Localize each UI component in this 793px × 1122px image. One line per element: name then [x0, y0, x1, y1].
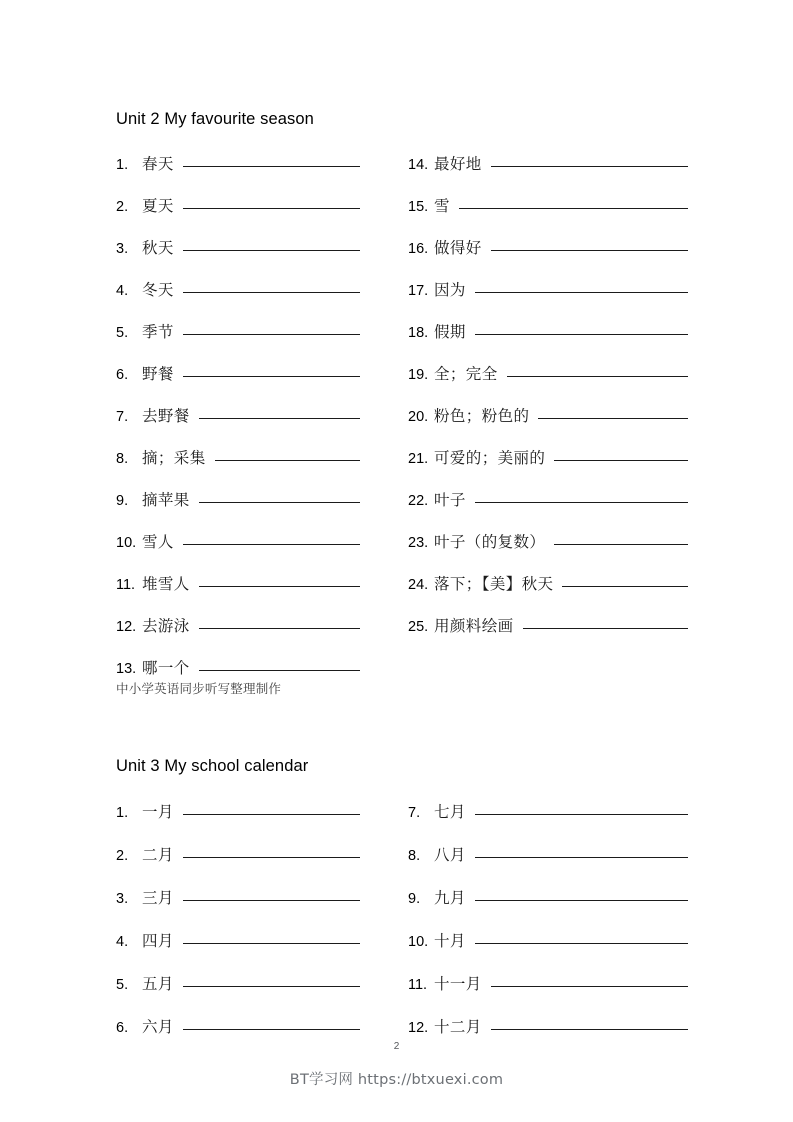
item-number: 4. [116, 283, 129, 299]
footer-site-credit: BT学习网 https://btxuexi.com [289, 1072, 504, 1088]
answer-blank[interactable] [475, 323, 688, 335]
vocab-row [408, 152, 688, 176]
vocab-row [116, 800, 360, 824]
vocab-row [116, 278, 360, 302]
item-number: 3. [116, 241, 129, 257]
answer-blank[interactable] [538, 407, 688, 419]
vocab-row [116, 843, 360, 867]
item-number: 11. [408, 977, 428, 993]
item-term: 八月 [434, 846, 466, 864]
item-term: 粉色；粉色的 [434, 407, 530, 425]
watermark-note: 中小学英语同步听写整理制作 [116, 681, 282, 696]
item-number: 25. [408, 619, 429, 635]
vocab-row [116, 236, 360, 260]
answer-blank[interactable] [183, 932, 360, 944]
item-number: 5. [116, 977, 129, 993]
answer-blank[interactable] [183, 889, 360, 901]
item-number: 18. [408, 325, 429, 341]
item-number: 14. [408, 157, 429, 173]
item-number: 10. [116, 535, 137, 551]
answer-blank[interactable] [475, 281, 688, 293]
item-number: 24. [408, 577, 429, 593]
item-term: 五月 [142, 975, 174, 993]
vocab-row [116, 1015, 360, 1039]
item-number: 9. [408, 891, 421, 907]
answer-blank[interactable] [199, 407, 360, 419]
answer-blank[interactable] [199, 659, 360, 671]
item-term: 夏天 [142, 197, 174, 215]
answer-blank[interactable] [183, 155, 360, 167]
item-term: 叶子 [434, 491, 466, 509]
answer-blank[interactable] [183, 281, 360, 293]
answer-blank[interactable] [183, 975, 360, 987]
item-number: 17. [408, 283, 429, 299]
item-term: 春天 [142, 155, 174, 173]
unit-3-heading: Unit 3 My school calendar [116, 757, 309, 775]
item-number: 5. [116, 325, 129, 341]
item-number: 8. [408, 848, 421, 864]
item-term: 用颜料绘画 [434, 617, 514, 635]
answer-blank[interactable] [183, 365, 360, 377]
item-number: 19. [408, 367, 429, 383]
vocab-row [408, 929, 688, 953]
answer-blank[interactable] [183, 197, 360, 209]
item-number: 16. [408, 241, 429, 257]
item-term: 全；完全 [434, 365, 498, 383]
vocab-row [408, 236, 688, 260]
vocab-row [116, 404, 360, 428]
answer-blank[interactable] [491, 155, 688, 167]
vocab-row [408, 843, 688, 867]
item-number: 3. [116, 891, 129, 907]
answer-blank[interactable] [491, 239, 688, 251]
item-term: 一月 [142, 803, 174, 821]
vocab-row [116, 530, 360, 554]
item-number: 6. [116, 1020, 129, 1036]
answer-blank[interactable] [562, 575, 688, 587]
item-term: 假期 [434, 323, 466, 341]
answer-blank[interactable] [491, 1018, 688, 1030]
vocab-row [408, 446, 688, 470]
item-number: 2. [116, 848, 129, 864]
item-number: 6. [116, 367, 129, 383]
answer-blank[interactable] [183, 1018, 360, 1030]
item-number: 13. [116, 661, 137, 677]
page-number: 2 [393, 1041, 400, 1052]
vocab-row [116, 972, 360, 996]
vocab-row [408, 488, 688, 512]
item-term: 十月 [434, 932, 466, 950]
vocab-row [116, 362, 360, 386]
vocab-row [116, 886, 360, 910]
answer-blank[interactable] [183, 239, 360, 251]
item-term: 做得好 [434, 239, 482, 257]
item-number: 20. [408, 409, 429, 425]
answer-blank[interactable] [199, 491, 360, 503]
item-number: 8. [116, 451, 129, 467]
answer-blank[interactable] [183, 846, 360, 858]
answer-blank[interactable] [507, 365, 688, 377]
item-term: 堆雪人 [142, 575, 190, 593]
answer-blank[interactable] [523, 617, 688, 629]
item-term: 叶子（的复数） [434, 533, 546, 551]
item-number: 7. [116, 409, 129, 425]
item-term: 可爱的；美丽的 [434, 449, 546, 467]
answer-blank[interactable] [183, 533, 360, 545]
item-number: 11. [116, 577, 136, 593]
item-term: 因为 [434, 281, 466, 299]
vocab-row [408, 572, 688, 596]
item-term: 冬天 [142, 281, 174, 299]
item-number: 23. [408, 535, 429, 551]
answer-blank[interactable] [199, 575, 360, 587]
unit-2-heading: Unit 2 My favourite season [116, 110, 314, 128]
vocab-row [116, 152, 360, 176]
item-number: 7. [408, 805, 421, 821]
answer-blank[interactable] [183, 323, 360, 335]
item-term: 二月 [142, 846, 174, 864]
vocab-row [408, 614, 688, 638]
item-term: 摘苹果 [142, 491, 190, 509]
item-term: 七月 [434, 803, 466, 821]
vocab-row [408, 404, 688, 428]
vocab-row [116, 446, 360, 470]
item-term: 去游泳 [142, 617, 190, 635]
vocab-row [116, 572, 360, 596]
item-term: 雪人 [142, 533, 174, 551]
item-number: 1. [116, 805, 129, 821]
item-term: 季节 [142, 323, 174, 341]
vocab-row [116, 614, 360, 638]
item-term: 十二月 [434, 1018, 482, 1036]
vocab-row [408, 972, 688, 996]
answer-blank[interactable] [475, 846, 688, 858]
vocab-row [116, 656, 360, 680]
item-number: 12. [408, 1020, 429, 1036]
item-term: 十一月 [434, 975, 482, 993]
vocab-row [408, 194, 688, 218]
vocab-row [408, 886, 688, 910]
vocab-row [408, 278, 688, 302]
item-number: 15. [408, 199, 429, 215]
vocab-row [116, 320, 360, 344]
answer-blank[interactable] [475, 803, 688, 815]
item-term: 九月 [434, 889, 466, 907]
vocab-row [408, 800, 688, 824]
item-term: 哪一个 [142, 659, 190, 677]
answer-blank[interactable] [459, 197, 688, 209]
item-term: 秋天 [142, 239, 174, 257]
vocab-row [408, 320, 688, 344]
item-number: 9. [116, 493, 129, 509]
item-term: 落下；【美】秋天 [434, 575, 554, 593]
item-number: 1. [116, 157, 129, 173]
item-number: 2. [116, 199, 129, 215]
answer-blank[interactable] [475, 491, 688, 503]
answer-blank[interactable] [491, 975, 688, 987]
answer-blank[interactable] [554, 449, 688, 461]
item-number: 22. [408, 493, 429, 509]
item-term: 野餐 [142, 365, 174, 383]
item-term: 摘；采集 [142, 449, 206, 467]
item-term: 六月 [142, 1018, 174, 1036]
vocab-row [408, 530, 688, 554]
answer-blank[interactable] [475, 889, 688, 901]
vocab-row [116, 488, 360, 512]
vocab-row [408, 362, 688, 386]
vocab-row [116, 929, 360, 953]
answer-blank[interactable] [554, 533, 688, 545]
item-term: 最好地 [434, 155, 482, 173]
item-number: 10. [408, 934, 429, 950]
answer-blank[interactable] [475, 932, 688, 944]
item-term: 去野餐 [142, 407, 190, 425]
vocab-row [408, 1015, 688, 1039]
answer-blank[interactable] [215, 449, 360, 461]
item-number: 12. [116, 619, 137, 635]
item-term: 三月 [142, 889, 174, 907]
vocab-row [116, 194, 360, 218]
item-term: 雪 [434, 197, 450, 215]
answer-blank[interactable] [183, 803, 360, 815]
item-number: 4. [116, 934, 129, 950]
answer-blank[interactable] [199, 617, 360, 629]
item-number: 21. [408, 451, 429, 467]
item-term: 四月 [142, 932, 174, 950]
